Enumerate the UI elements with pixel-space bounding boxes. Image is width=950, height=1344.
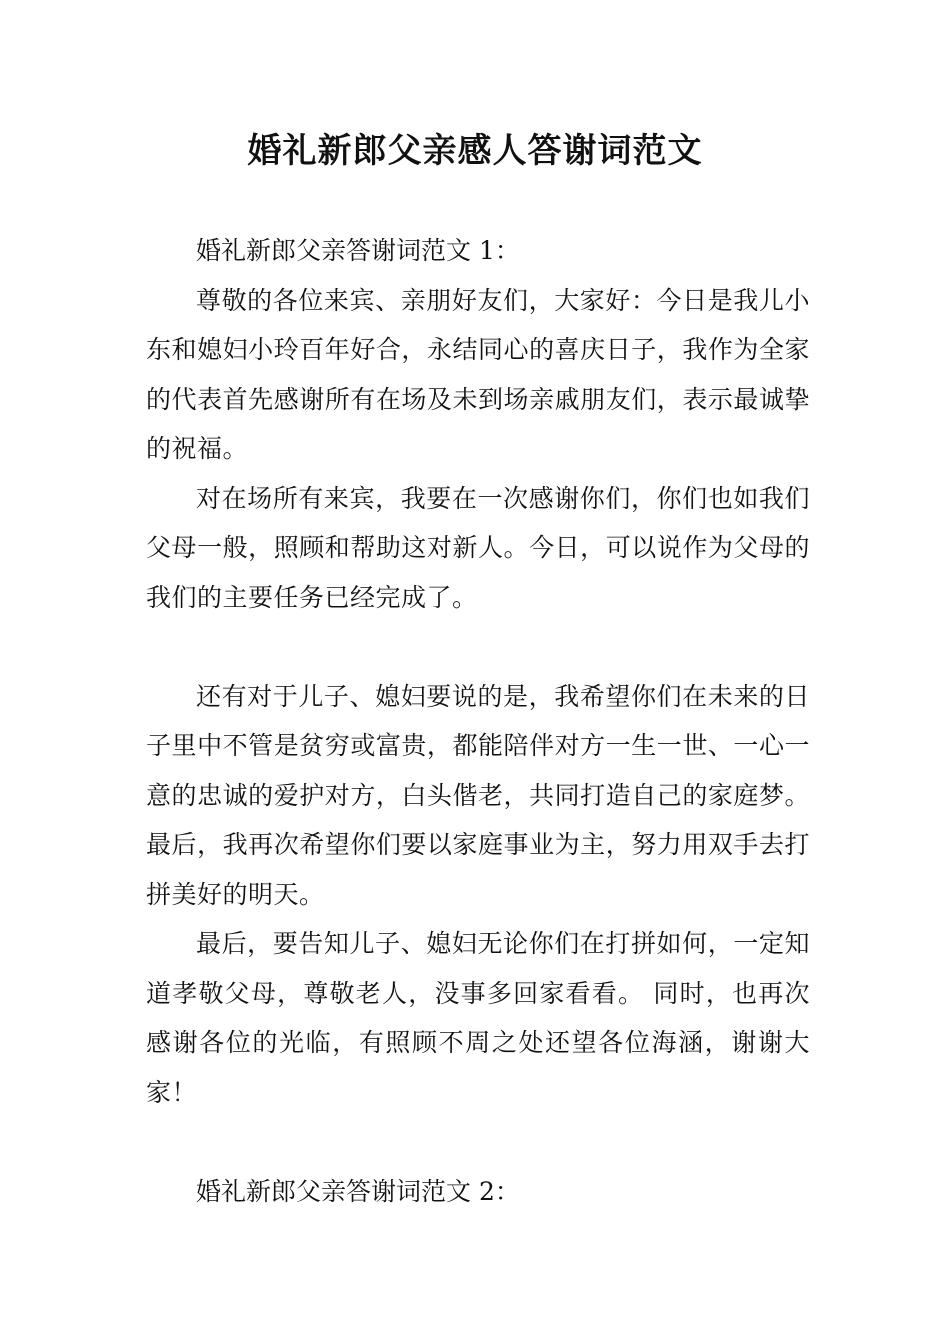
document-title: 婚礼新郎父亲感人答谢词范文 (247, 131, 703, 171)
paragraph-4: 最后，要告知儿子、媳妇无论你们在打拼如何，一定知道孝敬父母，尊敬老人，没事多回家看看。 同时，也再次感谢各位的光临，有照顾不周之处还望各位海涵，谢谢大家！ (146, 929, 810, 1107)
section-heading-2: 婚礼新郎父亲答谢词范文 2： (196, 1176, 520, 1206)
paragraph-1: 尊敬的各位来宾、亲朋好友们，大家好：今日是我儿小东和媳妇小玲百年好合，永结同心的喜庆日子，我作为全家的代表首先感谢所有在场及未到场亲戚朋友们，表示最诚挚的祝福。 (146, 285, 810, 463)
paragraph-gap (146, 622, 810, 672)
document-body (146, 226, 810, 1216)
paragraph-2: 对在场所有来宾，我要在一次感谢你们，你们也如我们父母一般，照顾和帮助这对新人。今日，可以说作为父母的我们的主要任务已经完成了。 (146, 483, 810, 612)
paragraph-gap (146, 1117, 810, 1167)
paragraph-3: 还有对于儿子、媳妇要说的是，我希望你们在未来的日子里中不管是贫穷或富贵，都能陪伴对方一生一世、一心一意的忠诚的爱护对方，白头偕老，共同打造自己的家庭梦。最后，我再次希望你们要以家庭事业为主，努力用双手去打拼美好的明天。 (146, 681, 810, 909)
section-heading-1: 婚礼新郎父亲答谢词范文 1： (196, 236, 520, 265)
